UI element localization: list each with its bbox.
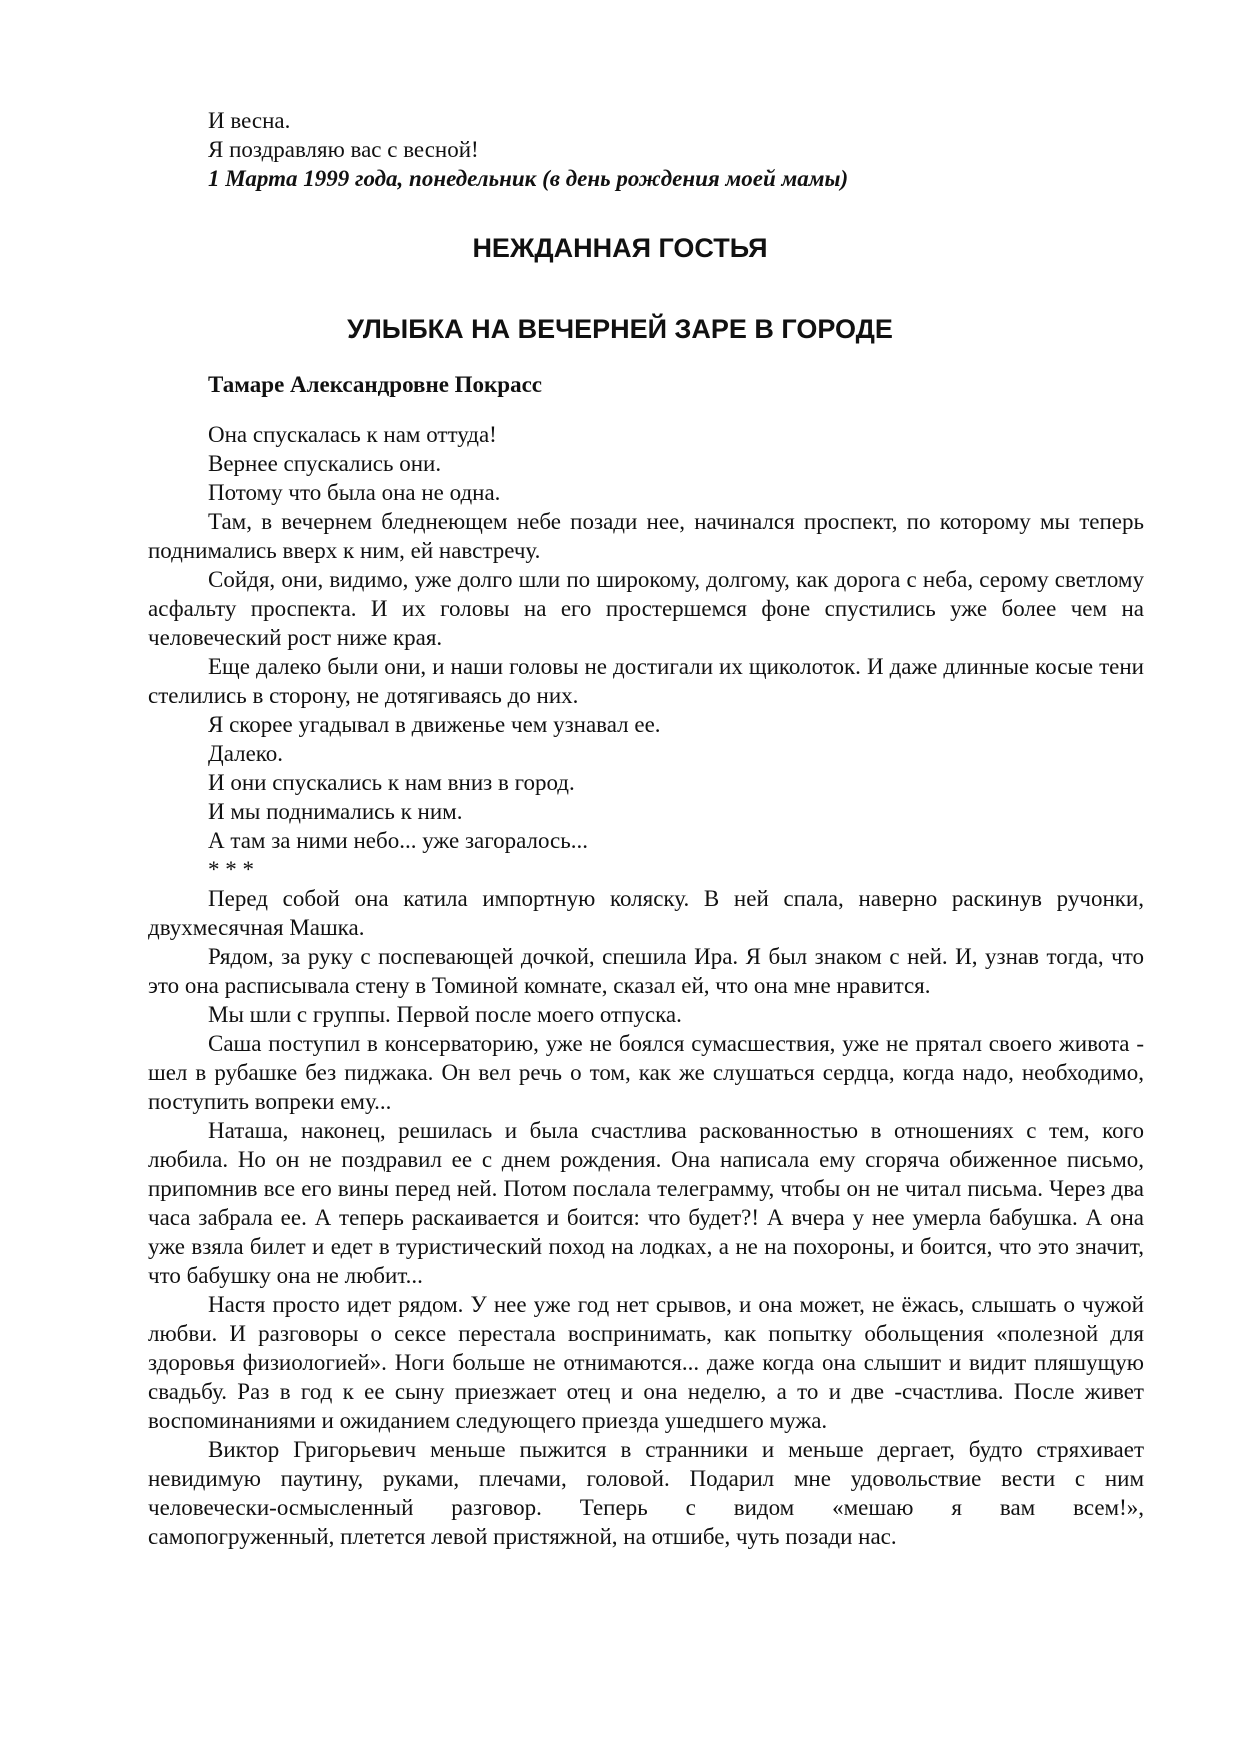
body-text [148, 420, 1144, 1551]
paragraph: Мы шли с группы. Первой после моего отпуска. [208, 1002, 682, 1027]
opening-lines [148, 106, 1144, 193]
paragraph: Вернее спускались они. [208, 451, 442, 476]
text-line: человечески-осмысленный разговор. Теперь с видом «мешаю я вам всем!», [148, 1495, 1144, 1520]
paragraph: Настя просто идет рядом. У нее уже год нет срывов, и она может, не ёжась, слышать о чужой любви. И разговоры о сексе перестала воспринимать, как попытку обольщения «полезной для здоровья физиологией». Ноги больше не отнимаются... даже когда она слышит и видит пляшущую свадьбу. Раз в год к ее сыну приезжает отец и она неделю, а то и две -счастлива. После живет воспоминаниями и ожиданием следующего приезда ушедшего мужа. [148, 1292, 1144, 1433]
paragraph: Я скорее угадывал в движенье чем узнавал ее. [208, 712, 661, 737]
text-line: самопогруженный, плетется левой пристяжной, на отшибе, чуть позади нас. [148, 1524, 897, 1549]
paragraph: Там, в вечернем бледнеющем небе позади нее, начинался проспект, по которому мы теперь поднимались вверх к ним, ей навстречу. [148, 509, 1144, 563]
paragraph: Перед собой она катила импортную коляску. В ней спала, наверно раскинув ручонки, двухмесячная Машка. [148, 886, 1144, 940]
paragraph: Рядом, за руку с поспевающей дочкой, спешила Ира. Я был знаком с ней. И, узнав тогда, что это она расписывала стену в Томиной комнате, сказал ей, что она мне нравится. [148, 944, 1144, 998]
dedication: Тамаре Александровне Покрасс [208, 372, 543, 397]
text-line: Виктор Григорьевич меньше пыжится в странники и меньше дергает, будто стряхивает [208, 1437, 1144, 1462]
paragraph: Наташа, наконец, решилась и была счастлива раскованностью в отношениях с тем, кого любила. Но он не поздравил ее с днем рождения. Она написала ему сгоряча обиженное письмо, припомнив все его вины перед ней. Потом послала телеграмму, чтобы он не читал письма. Через два часа забрала ее. А теперь раскаивается и боится: что будет?! А вчера у нее умерла бабушка. А она уже взяла билет и едет в туристический поход на лодках, а не на похороны, и боится, что это значит, что бабушку она не любит... [148, 1118, 1144, 1288]
paragraph: А там за ними небо... уже загоралось... [208, 828, 589, 853]
chapter-title: НЕЖДАННАЯ ГОСТЬЯ [472, 233, 768, 263]
paragraph: И они спускались к нам вниз в город. [208, 770, 575, 795]
text-line: Я поздравляю вас с весной! [208, 137, 479, 162]
section-separator: * * * [208, 857, 254, 882]
paragraph: И мы поднимались к ним. [208, 799, 463, 824]
last-paragraph [148, 1435, 1144, 1551]
text-line: И весна. [208, 108, 291, 133]
section-title: УЛЫБКА НА ВЕЧЕРНЕЙ ЗАРЕ В ГОРОДЕ [347, 314, 893, 344]
paragraph: Далеко. [208, 741, 284, 766]
paragraph: Она спускалась к нам оттуда! [208, 422, 497, 447]
paragraph: Еще далеко были они, и наши головы не достигали их щиколоток. И даже длинные косые тени стелились в сторону, не дотягиваясь до них. [148, 654, 1144, 708]
paragraph: Сойдя, они, видимо, уже долго шли по широкому, долгому, как дорога с неба, серому светлому асфальту проспекта. И их головы на его простершемся фоне спустились уже более чем на человеческий рост ниже края. [148, 567, 1144, 650]
paragraph: Потому что была она не одна. [208, 480, 501, 505]
date-line: 1 Марта 1999 года, понедельник (в день рождения моей мамы) [208, 166, 849, 191]
text-line: невидимую паутину, руками, плечами, головой. Подарил мне удовольствие вести с ним [148, 1466, 1144, 1491]
paragraph: Саша поступил в консерваторию, уже не боялся сумасшествия, уже не прятал своего живота - шел в рубашке без пиджака. Он вел речь о том, как же слушаться сердца, когда надо, необходимо, поступить вопреки ему... [148, 1031, 1144, 1114]
